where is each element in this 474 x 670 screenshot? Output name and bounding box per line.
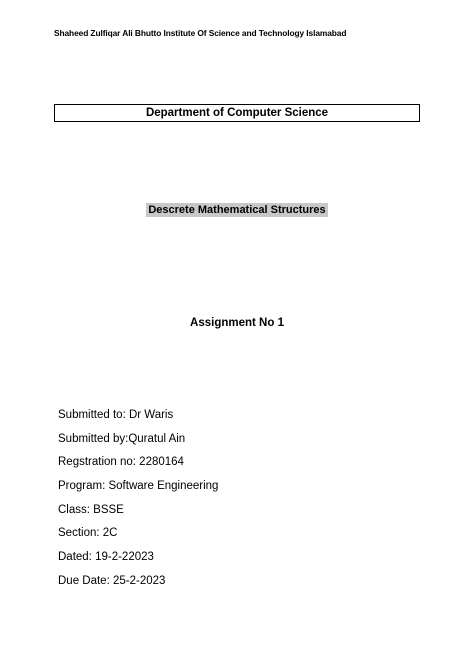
course-title: Descrete Mathematical Structures: [148, 204, 326, 216]
registration-number: Regstration no: 2280164: [58, 456, 184, 469]
class: Class: BSSE: [58, 503, 124, 516]
due-date: Due Date: 25-2-2023: [58, 574, 166, 587]
program: Program: Software Engineering: [58, 480, 219, 493]
department-box: [54, 104, 420, 122]
department-title: Department of Computer Science: [145, 107, 329, 119]
institute-header: Shaheed Zulfiqar Ali Bhutto Institute Of Science and Technology Islamabad: [54, 28, 347, 38]
section: Section: 2C: [58, 527, 118, 540]
submitted-to: Submitted to: Dr Waris: [58, 409, 174, 421]
assignment-title: Assignment No 1: [190, 317, 284, 329]
submitted-by: Submitted by:Quratul Ain: [58, 432, 186, 445]
dated: Dated: 19-2-22023: [58, 551, 154, 564]
course-title-block: [0, 200, 474, 218]
submission-details: [58, 407, 218, 597]
